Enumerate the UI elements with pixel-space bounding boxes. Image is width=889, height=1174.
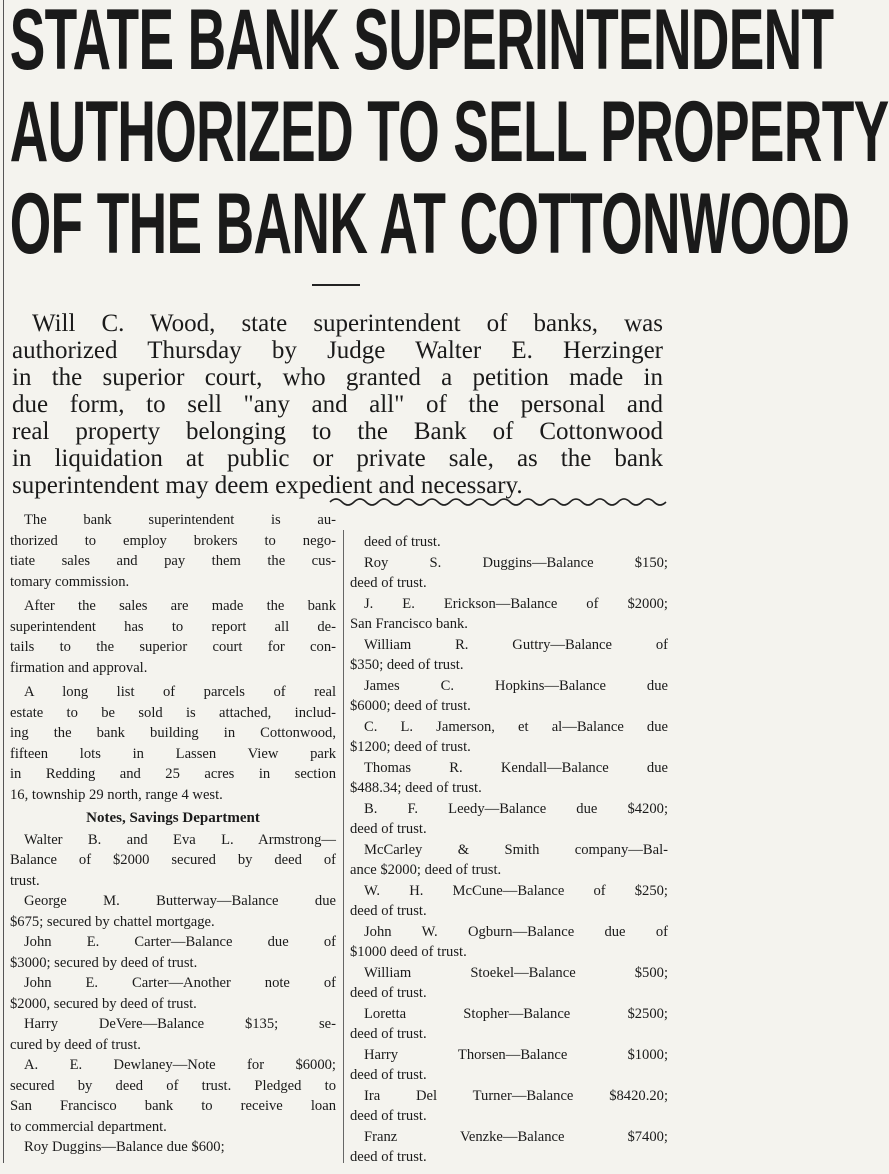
note-entry [350,1004,668,1045]
text-line: superintendent has to report all de- [10,618,336,635]
text-line: $1200; deed of trust. [350,739,471,755]
note-entry [10,830,336,892]
column-divider [343,530,344,1163]
text-line: J. E. Erickson—Balance of $2000; [364,595,668,612]
text-line: B. F. Leedy—Balance due $4200; [364,800,668,817]
text-line: trust. [10,872,40,889]
note-entry [350,553,668,594]
right-column [350,532,668,1163]
text-line: Loretta Stopher—Balance $2500; [364,1005,668,1022]
text-line: estate to be sold is attached, includ- [10,704,336,721]
text-line: San Francisco bank. [350,616,468,632]
text-line: John E. Carter—Balance due of [24,934,336,950]
note-entry [350,799,668,840]
section-subhead: Notes, Savings Department [86,810,260,826]
text-line: The bank superintendent is au- [24,512,336,528]
text-line: William R. Guttry—Balance of [364,636,668,653]
text-line: John W. Ogburn—Balance due of [364,923,668,940]
text-line: to commercial department. [10,1118,167,1135]
note-entry [350,1127,668,1168]
text-line: A. E. Dewlaney—Note for $6000; [24,1057,336,1073]
text-line: ance $2000; deed of trust. [350,862,502,878]
text-line: $675; secured by chattel mortgage. [10,913,215,930]
note-entry [350,594,668,635]
text-line: $350; deed of trust. [350,657,464,673]
text-line: Franz Venzke—Balance $7400; [364,1128,668,1145]
note-entry [350,1045,668,1086]
text-line: $488.34; deed of trust. [350,780,482,796]
text-line: John E. Carter—Another note of [24,975,336,991]
text-line: deed of trust. [350,1026,427,1042]
left-column [10,510,336,1163]
note-entry [10,891,336,932]
text-line: Balance of $2000 secured by deed of [10,852,336,868]
text-line: McCarley & Smith company—Bal- [364,841,668,858]
text-line: $1000 deed of trust. [350,944,467,960]
text-line: 16, township 29 north, range 4 west. [10,786,223,803]
text-line: cured by deed of trust. [10,1036,141,1053]
lede-line: in liquidation at public or private sale, as the bank [12,445,663,472]
text-line: tails to the superior court for con- [10,639,336,655]
text-line: $2000, secured by deed of trust. [10,995,197,1012]
lede-line: authorized Thursday by Judge Walter E. Herzinger [12,337,663,364]
text-line: deed of trust. [350,575,427,591]
text-line: Roy Duggins—Balance due $600; [24,1139,225,1155]
text-line: $3000; secured by deed of trust. [10,954,198,971]
body-paragraph [10,596,336,678]
text-line: W. H. McCune—Balance of $250; [364,882,668,899]
headline-line-1: STATE BANK SUPERINTENDENT [9,0,834,88]
article-body [10,510,668,1163]
text-line: A long list of parcels of real [24,684,336,700]
notes-list [10,830,336,1158]
text-line: in Redding and 25 acres in section [10,766,336,782]
note-entry [10,1055,336,1137]
note-entry [350,717,668,758]
note-entry [350,1086,668,1127]
note-entry [350,840,668,881]
text-line: deed of trust. [350,1108,427,1124]
lede-paragraph [0,310,671,499]
text-line: Harry Thorsen—Balance $1000; [364,1046,668,1063]
text-line: tomary commission. [10,573,130,590]
text-line: C. L. Jamerson, et al—Balance due [364,718,668,735]
note-entry [350,881,668,922]
note-entry [350,963,668,1004]
text-line: deed of trust. [364,534,441,550]
text-line: ing the bank building in Cottonwood, [10,725,336,741]
text-line: deed of trust. [350,821,427,837]
headline [9,0,889,272]
notes-list-continued [350,532,668,1168]
note-entry [10,973,336,1014]
text-line: deed of trust. [350,903,427,919]
text-line: thorized to employ brokers to nego- [10,532,336,549]
note-entry [350,635,668,676]
text-line: After the sales are made the bank [24,598,336,614]
text-line: secured by deed of trust. Pledged to [10,1077,336,1094]
text-line: deed of trust. [350,985,427,1001]
text-line: firmation and approval. [10,659,148,676]
lede-line: in the superior court, who granted a petition made in [12,364,663,391]
text-line: Thomas R. Kendall—Balance due [364,759,668,776]
text-line: Ira Del Turner—Balance $8420.20; [364,1087,668,1104]
text-line: Walter B. and Eva L. Armstrong— [24,831,336,848]
text-line: Harry DeVere—Balance $135; se- [24,1016,336,1032]
note-entry [10,932,336,973]
lede-line: Will C. Wood, state superintendent of banks, was [32,310,663,337]
lede-line: due form, to sell "any and all" of the personal and [12,391,663,418]
text-line: deed of trust. [350,1067,427,1083]
wavy-column-rule [330,496,668,508]
note-entry [10,1014,336,1055]
text-line: George M. Butterway—Balance due [24,893,336,909]
text-line: William Stoekel—Balance $500; [364,964,668,981]
body-paragraph [10,510,336,592]
note-entry [350,676,668,717]
text-line: $6000; deed of trust. [350,698,471,714]
text-line: James C. Hopkins—Balance due [364,677,668,694]
text-line: San Francisco bank to receive loan [10,1098,336,1114]
headline-line-2: AUTHORIZED TO SELL PROPERTY [9,84,889,180]
text-line: fifteen lots in Lassen View park [10,745,336,762]
note-entry [350,922,668,963]
note-entry [10,1137,336,1158]
note-entry [350,532,668,553]
headline-line-3: OF THE BANK AT COTTONWOOD [9,176,850,272]
body-paragraph [10,682,336,805]
text-line: deed of trust. [350,1149,427,1165]
lede-line: superintendent may deem expedient and necessary. [12,472,523,499]
text-line: tiate sales and pay them the cus- [10,553,336,569]
text-line: Roy S. Duggins—Balance $150; [364,554,668,571]
headline-divider [312,284,360,286]
note-entry [350,758,668,799]
page-left-border [3,0,4,1163]
lede-line: real property belonging to the Bank of Cottonwood [12,418,663,445]
